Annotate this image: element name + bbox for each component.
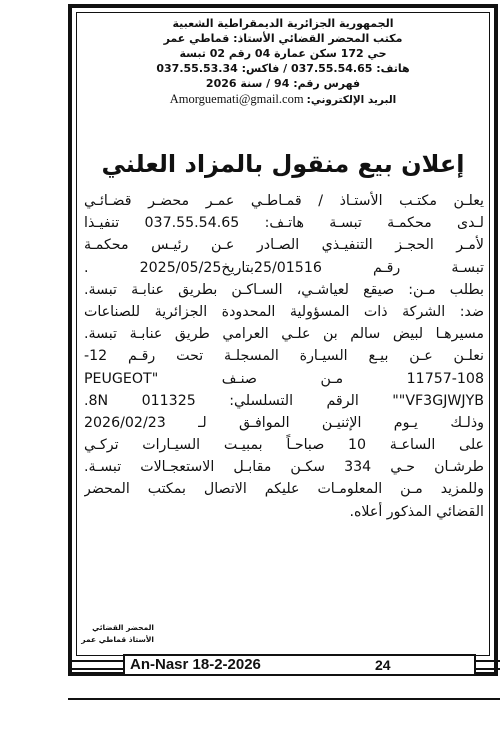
page-number: 24 bbox=[375, 657, 391, 673]
header-address: حي 172 سكن عمارة 04 رقم 02 تبسة bbox=[179, 47, 387, 60]
signature-block bbox=[81, 622, 154, 646]
header-phone-fax: هاتف: 037.55.54.65 / فاكس: 037.55.53.34 bbox=[156, 62, 410, 75]
body-line-13: طرشـان حـي 334 سكـن مقابـل الاستعجـالات تبسـة. bbox=[84, 459, 484, 476]
body-line-8: نعلـن عـن بيـع السيـارة المسجلـة تحت رقـم 12- bbox=[84, 348, 484, 365]
body-line-1: يعلـن مكتـب الأستـاذ / قمـاطـي عمـر محضـر قضـائـي bbox=[84, 193, 484, 209]
body-line-9: 11757-108 مـن صنـف "PEUGEOT bbox=[84, 370, 484, 387]
publication-label: An-Nasr 18-2-2026 bbox=[130, 656, 261, 673]
email-address: Amorguemati@gmail.com bbox=[169, 92, 304, 106]
notice-body bbox=[84, 190, 484, 523]
body-line-6: ضد: الشركة ذات المسؤولية المحدودة الجزائرية للصناعات bbox=[84, 303, 484, 320]
email-label: البريد الإلكتروني: bbox=[306, 94, 397, 106]
footer-rule-left bbox=[68, 660, 123, 670]
body-line-5: بطلب مـن: صيقع لعياشـي، السـاكـن بطريق عنابـة تبسة. bbox=[84, 281, 484, 298]
footer-rule-right bbox=[476, 660, 500, 670]
body-line-15: القضائي المذكور أعلاه. bbox=[349, 503, 484, 520]
bottom-rule bbox=[68, 698, 500, 700]
body-line-10: VF3GJWJYB"" الرقم التسلسلي: 011325 8N. bbox=[84, 392, 484, 409]
body-line-3: لأمـر الحجـز التنفيـذي الصـادر عـن رئيـس محكمـة bbox=[84, 237, 484, 254]
body-line-11: وذلـك يـوم الإثنيـن الموافـق لـ 2026/02/23 bbox=[84, 414, 484, 431]
signature-title: المحضر القضائي bbox=[92, 623, 154, 632]
body-line-2: لـدى محكمـة تبسـة هاتـف: 037.55.54.65 تنفيـذا bbox=[84, 215, 484, 232]
signature-name: الأستاذ قماطي عمر bbox=[81, 635, 154, 644]
body-line-14: وللمزيد مـن المعلومـات عليكم الاتصال بمكتب المحضر bbox=[84, 481, 484, 498]
header-index-number: فهرس رقم: 94 / سنة 2026 bbox=[205, 77, 361, 90]
body-line-4: تبسـة رقـم 25/01516بتاريخ2025/05/25 . bbox=[84, 259, 484, 276]
body-line-12: على الساعـة 10 صباحـاً بمبيـت السيـارات تركـي bbox=[84, 437, 484, 454]
notice-header bbox=[78, 16, 488, 109]
notice-title: إعلان بيع منقول بالمزاد العلني bbox=[101, 150, 465, 178]
body-line-7: مسيرهـا لبيض سالم بن علـي العرامي طريق عنابـة تبسة. bbox=[84, 326, 484, 343]
header-office: مكتب المحضر القضائي الأستاذ: قماطي عمر bbox=[163, 32, 403, 45]
header-republic: الجمهورية الجزائرية الديمقراطية الشعبية bbox=[172, 17, 394, 30]
header-email-row bbox=[78, 91, 488, 109]
